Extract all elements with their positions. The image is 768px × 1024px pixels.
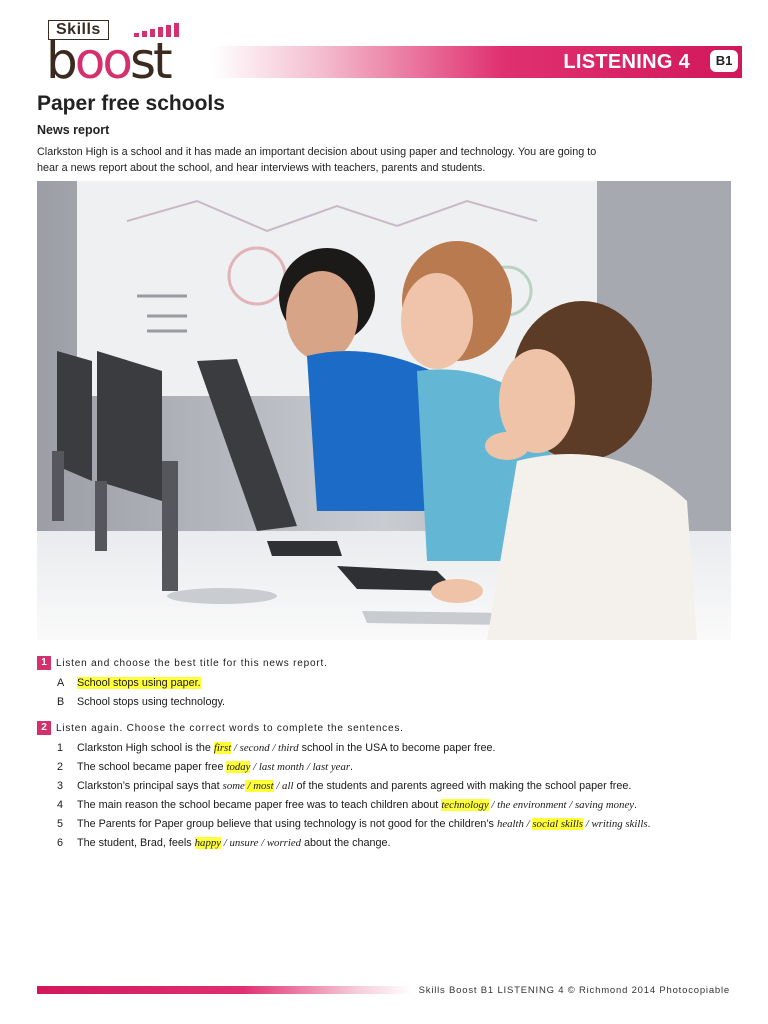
sentence-text: The school became paper free bbox=[77, 761, 227, 773]
sentence-text: Clarkston High school is the bbox=[77, 742, 214, 754]
choice-separator: / bbox=[523, 818, 533, 830]
sentence-text: The student, Brad, feels bbox=[77, 837, 195, 849]
sentence-text: . bbox=[634, 799, 638, 811]
exercise-1-number: 1 bbox=[37, 656, 51, 670]
choice-separator: / bbox=[273, 780, 283, 792]
sentence-text: The Parents for Paper group believe that using technology is not good for the children’s bbox=[77, 818, 497, 830]
choice-separator: / bbox=[566, 799, 575, 811]
sentence-text: school in the USA to become paper free. bbox=[298, 742, 496, 754]
choice-option[interactable]: social skills bbox=[532, 818, 584, 830]
option-label: B bbox=[57, 696, 65, 708]
choice-separator: / bbox=[304, 761, 313, 773]
intro-paragraph: Clarkston High is a school and it has made an important decision about using paper and technology. You are going to hear a news report about the school, and hear interviews with teachers, parents and students. bbox=[37, 146, 597, 174]
exercise-2-number: 2 bbox=[37, 721, 51, 735]
choice-option[interactable]: most bbox=[253, 780, 274, 792]
choice-option[interactable]: some bbox=[222, 780, 245, 792]
page-subtitle: News report bbox=[37, 123, 110, 137]
option-text: School stops using technology. bbox=[77, 696, 226, 708]
logo-boost-text: boost bbox=[46, 32, 170, 90]
sentence-number: 6 bbox=[57, 837, 64, 849]
choice-option[interactable]: worried bbox=[266, 837, 302, 849]
sentence-text: . bbox=[350, 761, 354, 773]
exercise-2-heading bbox=[37, 721, 737, 735]
choice-separator: / bbox=[221, 837, 230, 849]
section-label: LISTENING 4 bbox=[563, 51, 690, 73]
footer-text: Skills Boost B1 LISTENING 4 © Richmond 2014 Photocopiable bbox=[418, 985, 730, 996]
choice-option[interactable]: the environment bbox=[497, 799, 567, 811]
choice-option[interactable]: second bbox=[239, 742, 270, 754]
sentence-number: 4 bbox=[57, 799, 64, 811]
skills-boost-logo bbox=[46, 20, 212, 90]
sentence-number: 2 bbox=[57, 761, 64, 773]
sentence-2 bbox=[37, 759, 353, 775]
choice-option[interactable]: writing skills bbox=[591, 818, 648, 830]
exercise-1-option-b[interactable] bbox=[37, 694, 225, 710]
sentence-text: . bbox=[647, 818, 651, 830]
exercise-1-instruction: Listen and choose the best title for this news report. bbox=[56, 657, 328, 669]
option-text: School stops using paper. bbox=[77, 677, 201, 689]
sentence-text: of the students and parents agreed with making the school paper free. bbox=[293, 780, 632, 792]
sentence-1 bbox=[37, 740, 496, 756]
exercise-1-heading bbox=[37, 656, 737, 670]
option-label: A bbox=[57, 677, 65, 689]
choice-option[interactable]: last month bbox=[258, 761, 305, 773]
choice-option[interactable]: technology bbox=[441, 799, 489, 811]
section-banner bbox=[212, 46, 742, 78]
choice-separator: / bbox=[583, 818, 592, 830]
choice-separator: / bbox=[258, 837, 267, 849]
classroom-computers-photo bbox=[37, 181, 731, 640]
choice-option[interactable]: today bbox=[226, 761, 251, 773]
sentence-6 bbox=[37, 835, 391, 851]
sentence-number: 1 bbox=[57, 742, 64, 754]
exercise-2-instruction: Listen again. Choose the correct words to complete the sentences. bbox=[56, 722, 404, 734]
choice-separator: / bbox=[250, 761, 259, 773]
sentence-text: The main reason the school became paper free was to teach children about bbox=[77, 799, 442, 811]
choice-separator: / bbox=[269, 742, 279, 754]
sentence-text: Clarkston’s principal says that bbox=[77, 780, 223, 792]
exercise-1-option-a[interactable] bbox=[37, 675, 201, 691]
logo-skills-text: Skills bbox=[48, 20, 109, 40]
page-title: Paper free schools bbox=[37, 92, 225, 115]
sentence-4 bbox=[37, 797, 637, 813]
choice-separator: / bbox=[244, 780, 254, 792]
level-badge: B1 bbox=[710, 50, 738, 72]
choice-separator: / bbox=[488, 799, 498, 811]
choice-option[interactable]: saving money bbox=[574, 799, 635, 811]
choice-separator: / bbox=[231, 742, 240, 754]
choice-option[interactable]: unsure bbox=[229, 837, 259, 849]
choice-option[interactable]: first bbox=[213, 742, 232, 754]
choice-option[interactable]: third bbox=[278, 742, 299, 754]
sentence-text: about the change. bbox=[301, 837, 391, 849]
choice-option[interactable]: last year bbox=[312, 761, 351, 773]
sentence-number: 5 bbox=[57, 818, 64, 830]
choice-option[interactable]: happy bbox=[194, 837, 222, 849]
sentence-5 bbox=[37, 816, 651, 832]
sentence-number: 3 bbox=[57, 780, 64, 792]
footer-bar bbox=[37, 986, 412, 994]
choice-option[interactable]: all bbox=[282, 780, 294, 792]
choice-option[interactable]: health bbox=[496, 818, 524, 830]
sentence-3 bbox=[37, 778, 631, 794]
